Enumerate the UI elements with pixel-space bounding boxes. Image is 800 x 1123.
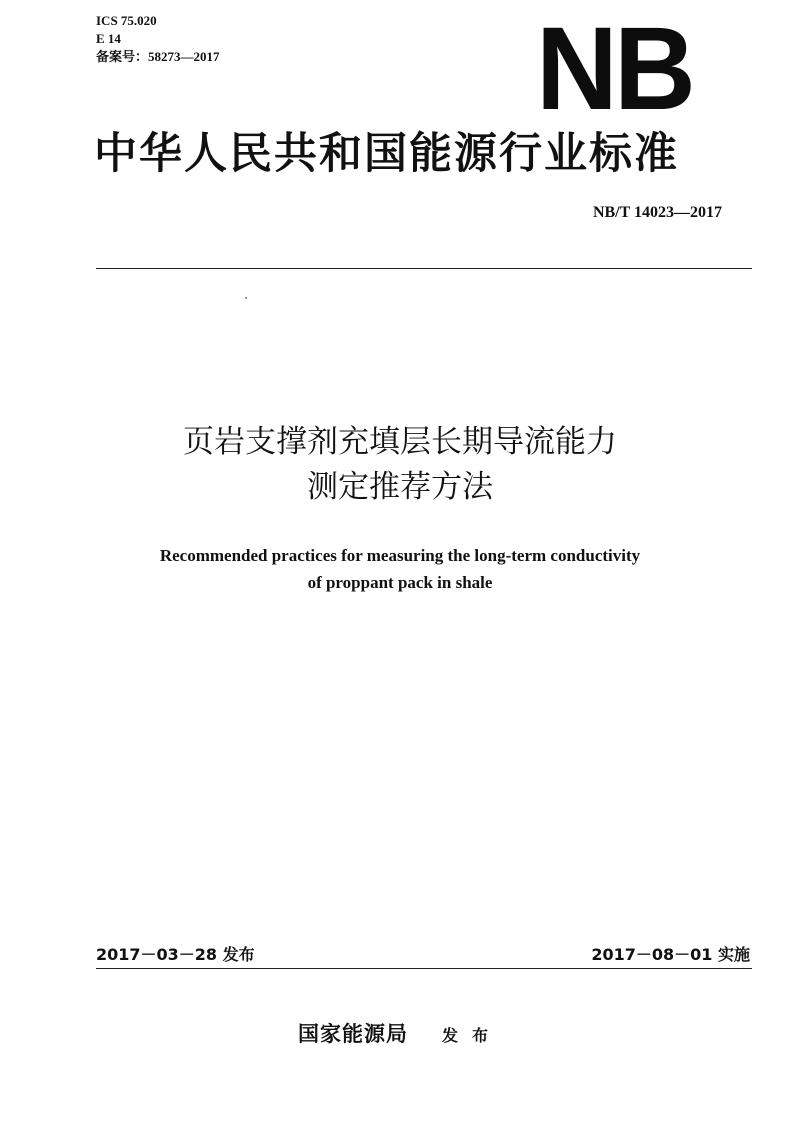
bottom-divider [96, 968, 752, 969]
industry-standard-title: 中华人民共和国能源行业标准 [94, 129, 679, 179]
publish-label: 发布 [441, 1026, 502, 1045]
classification-code: E 14 [96, 31, 121, 46]
issue-date: 2017－03－28 发布 [96, 945, 255, 964]
english-title [0, 542, 800, 596]
standard-number: NB/T 14023—2017 [592, 204, 722, 221]
ics-code: ICS 75.020 [96, 13, 157, 28]
record-number: 备案号：58273—2017 [96, 49, 220, 64]
scan-speck [245, 297, 247, 299]
top-divider [96, 268, 752, 269]
implementation-date: 2017－08－01 实施 [591, 945, 750, 964]
english-title-line-2: of proppant pack in shale [307, 573, 493, 592]
english-title-line-1: Recommended practices for measuring the long-term conductivity [159, 546, 641, 565]
nb-logo: NB [536, 3, 692, 135]
chinese-title-line-1: 页岩支撑剂充填层长期导流能力 [183, 424, 617, 460]
publisher-name: 国家能源局 [297, 1022, 408, 1046]
chinese-title-line-2: 测定推荐方法 [307, 469, 493, 505]
publisher-line [0, 1018, 800, 1048]
standard-metadata [96, 12, 220, 66]
chinese-title [0, 420, 800, 510]
